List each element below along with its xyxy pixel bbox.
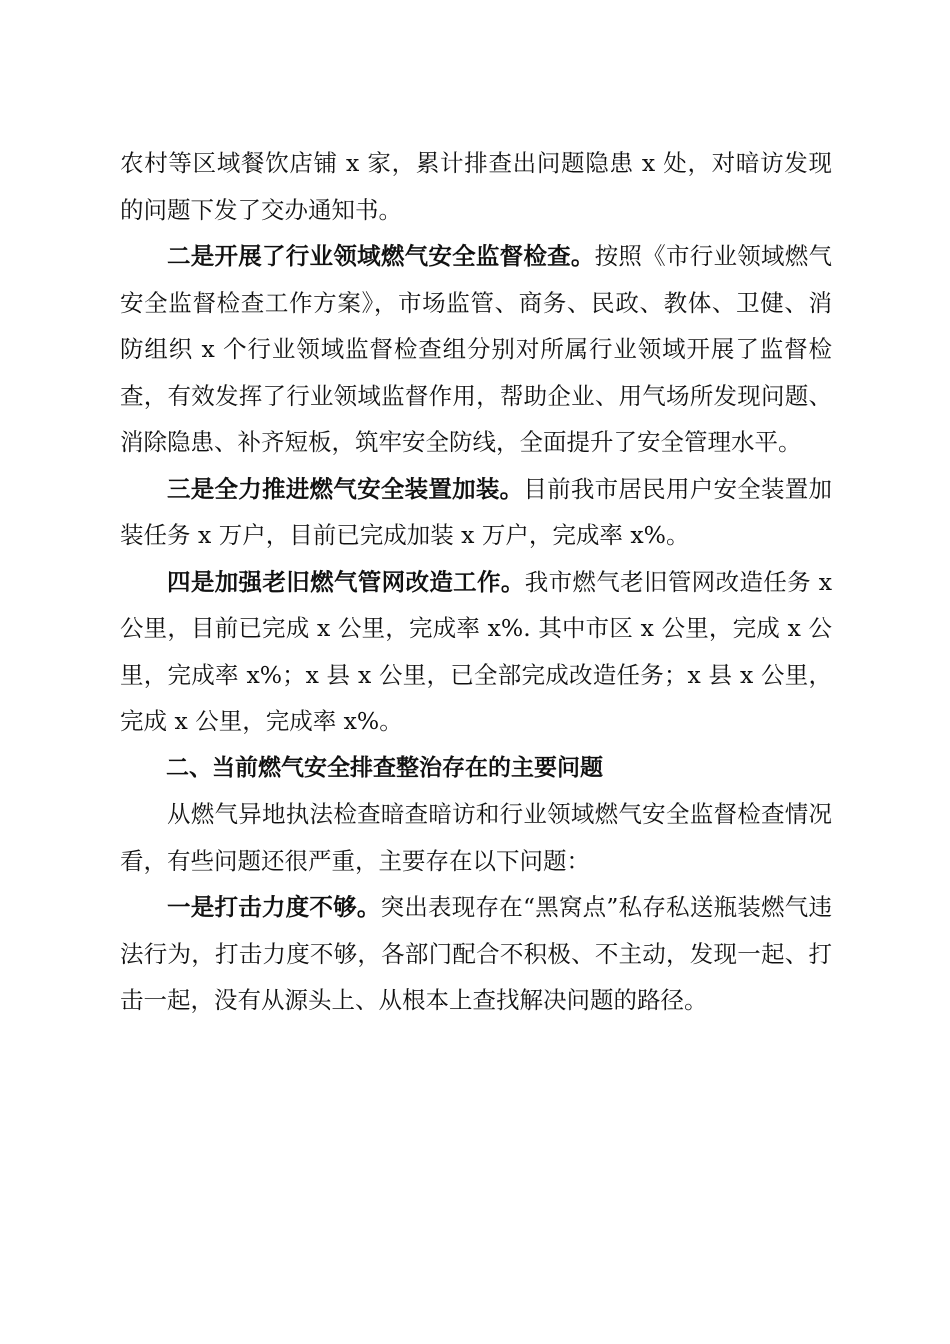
paragraph-continued [120,140,832,233]
paragraph-lead: 三是全力推进燃气安全装置加装。 [167,474,524,503]
document-body [120,140,832,1024]
paragraph-text: 突出表现存在“黑窝点”私存私送瓶装燃气违法行为，打击力度不够，各部门配合不积极、不主动，发现一起、打击一起，没有从源头上、从根本上查找解决问题的路径。 [120,893,833,1014]
paragraph-pipeline-renovation [120,559,832,745]
paragraph-text: 我市燃气老旧管网改造任务 x 公里，目前已完成 x 公里，完成率 x%. 其中市区 x 公里，完成 x 公里，完成率 x%；x 县 x 公里，已全部完成改造任务；x 县 x 公里，完成 x 公里，完成率 x%。 [120,567,832,735]
paragraph-enforcement-problem [120,884,832,1024]
paragraph-text: 从燃气异地执法检查暗查暗访和行业领域燃气安全监督检查情况看，有些问题还很严重，主要存在以下问题： [120,800,832,875]
paragraph-lead: 二是开展了行业领域燃气安全监督检查。 [167,242,595,270]
section-heading: 二、当前燃气安全排查整治存在的主要问题 [166,754,603,781]
paragraph-safety-device [120,466,832,559]
paragraph-lead: 一是打击力度不够。 [167,893,381,921]
paragraph-lead: 四是加强老旧燃气管网改造工作。 [167,567,525,596]
paragraph-problem-intro [120,791,832,884]
paragraph-text: 目前我市居民用户安全装置加装任务 x 万户，目前已完成加装 x 万户，完成率 x%。 [120,474,833,549]
paragraph-industry-inspection [120,233,832,466]
paragraph-text: 农村等区域餐饮店铺 x 家，累计排查出问题隐患 x 处，对暗访发现的问题下发了交办通知书。 [120,149,832,224]
paragraph-text: 按照《市行业领域燃气安全监督检查工作方案》，市场监管、商务、民政、教体、卫健、消防组织 x 个行业领域监督检查组分别对所属行业领域开展了监督检查，有效发挥了行业领域监督作用，帮助企业、用气场所发现问题、消除隐患、补齐短板，筑牢安全防线，全面提升了安全管理水平。 [120,242,833,456]
